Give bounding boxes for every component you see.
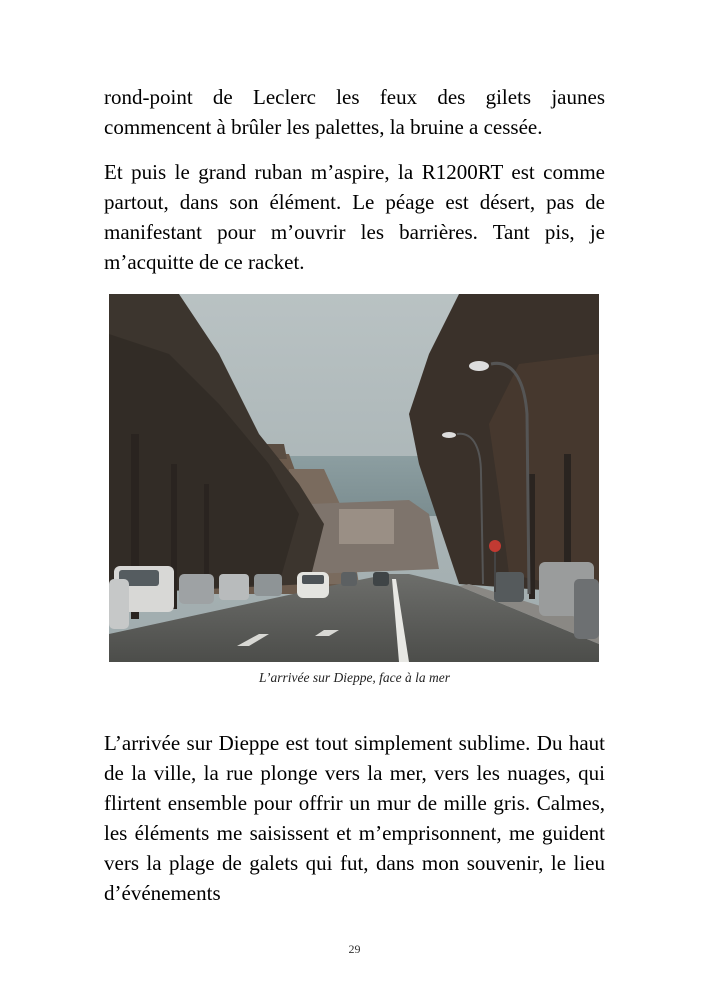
page-number: 29 <box>348 942 361 956</box>
figure-caption: L’arrivée sur Dieppe, face à la mer <box>258 670 451 685</box>
street-photo <box>109 294 599 662</box>
paragraph-1: rond-point de Leclerc les feux des gilets jaunes commencent à brûler les palettes, la bruine a cessée. <box>104 85 605 139</box>
paragraph-2: Et puis le grand ruban m’aspire, la R1200RT est comme partout, dans son élément. Le péage est désert, pas de manifestant pour m’ouvrir les barrières. Tant pis, je m’acquitte de ce racket. <box>104 160 605 274</box>
paragraph-3: L’arrivée sur Dieppe est tout simplement sublime. Du haut de la ville, la rue plonge vers la mer, vers les nuages, qui flirtent ensemble pour offrir un mur de mille gris. Calmes, les éléments me saisissent et m’emprisonnent, me guident vers la plage de galets qui fut, dans mon souvenir, le lieu d’événements <box>104 731 605 905</box>
